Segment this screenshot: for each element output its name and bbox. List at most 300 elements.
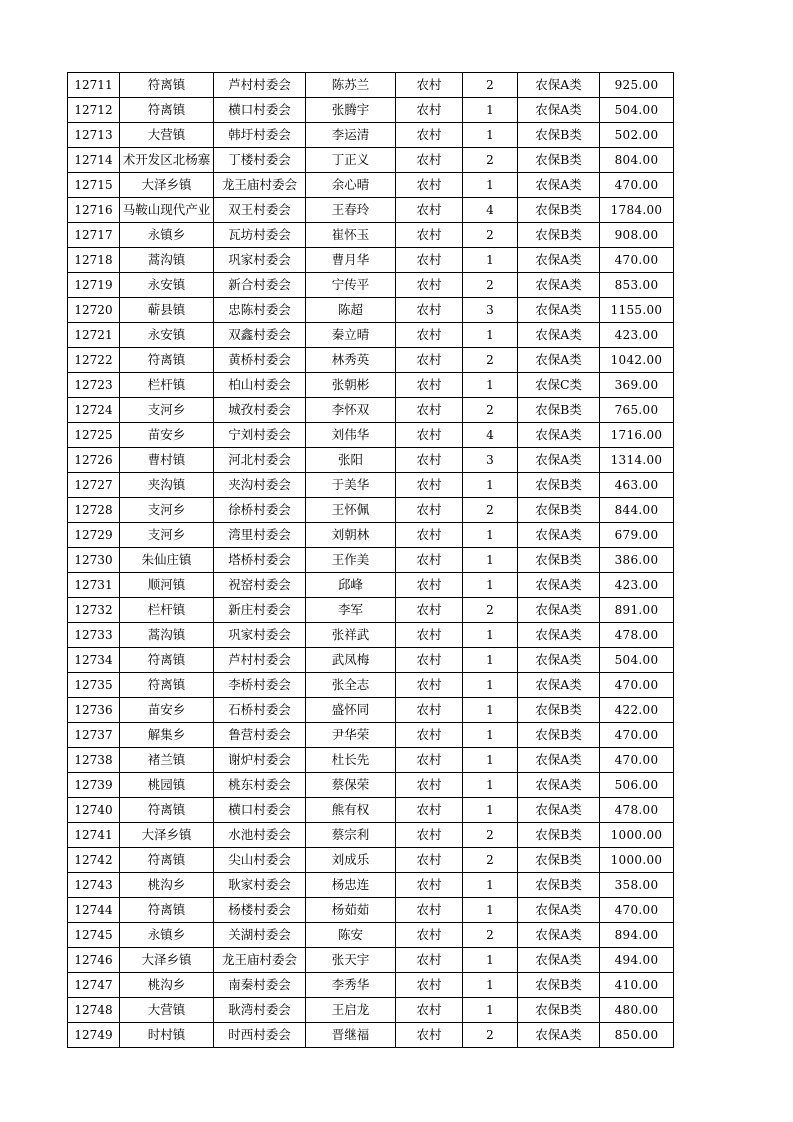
town-cell: 大营镇 (120, 123, 214, 148)
person-name-cell: 刘伟华 (306, 423, 396, 448)
table-row (68, 848, 674, 873)
table-row (68, 423, 674, 448)
household-count-cell: 4 (463, 423, 518, 448)
amount-cell: 850.00 (600, 1023, 674, 1048)
area-type-cell: 农村 (396, 398, 463, 423)
household-count-cell: 3 (463, 298, 518, 323)
household-count-cell: 1 (463, 698, 518, 723)
area-type-cell: 农村 (396, 198, 463, 223)
insurance-category-cell: 农保A类 (518, 248, 600, 273)
amount-cell: 1000.00 (600, 823, 674, 848)
person-name-cell: 张全志 (306, 673, 396, 698)
insurance-category-cell: 农保A类 (518, 648, 600, 673)
table-body (68, 73, 674, 1048)
town-cell: 蒿沟镇 (120, 248, 214, 273)
person-name-cell: 张阳 (306, 448, 396, 473)
table-row (68, 698, 674, 723)
town-cell: 苗安乡 (120, 423, 214, 448)
table-row (68, 473, 674, 498)
household-count-cell: 2 (463, 848, 518, 873)
person-name-cell: 张腾宇 (306, 98, 396, 123)
insurance-category-cell: 农保A类 (518, 923, 600, 948)
village-committee-cell: 横口村委会 (214, 798, 306, 823)
record-id-cell: 12745 (68, 923, 120, 948)
table-row (68, 223, 674, 248)
area-type-cell: 农村 (396, 623, 463, 648)
village-committee-cell: 祝窑村委会 (214, 573, 306, 598)
village-committee-cell: 耿家村委会 (214, 873, 306, 898)
insurance-category-cell: 农保A类 (518, 98, 600, 123)
person-name-cell: 刘朝林 (306, 523, 396, 548)
person-name-cell: 李运清 (306, 123, 396, 148)
table-row (68, 573, 674, 598)
record-id-cell: 12712 (68, 98, 120, 123)
town-cell: 永安镇 (120, 323, 214, 348)
household-count-cell: 1 (463, 548, 518, 573)
village-committee-cell: 新合村委会 (214, 273, 306, 298)
village-committee-cell: 瓦坊村委会 (214, 223, 306, 248)
town-cell: 夹沟镇 (120, 473, 214, 498)
village-committee-cell: 宁刘村委会 (214, 423, 306, 448)
amount-cell: 1716.00 (600, 423, 674, 448)
town-cell: 符离镇 (120, 98, 214, 123)
area-type-cell: 农村 (396, 123, 463, 148)
table-row (68, 498, 674, 523)
village-committee-cell: 丁楼村委会 (214, 148, 306, 173)
area-type-cell: 农村 (396, 898, 463, 923)
record-id-cell: 12741 (68, 823, 120, 848)
record-id-cell: 12737 (68, 723, 120, 748)
insurance-category-cell: 农保A类 (518, 73, 600, 98)
area-type-cell: 农村 (396, 798, 463, 823)
table-row (68, 198, 674, 223)
amount-cell: 463.00 (600, 473, 674, 498)
insurance-category-cell: 农保A类 (518, 798, 600, 823)
person-name-cell: 宁传平 (306, 273, 396, 298)
village-committee-cell: 南秦村委会 (214, 973, 306, 998)
table-row (68, 398, 674, 423)
town-cell: 曹村镇 (120, 448, 214, 473)
insurance-category-cell: 农保A类 (518, 773, 600, 798)
area-type-cell: 农村 (396, 698, 463, 723)
insurance-category-cell: 农保B类 (518, 548, 600, 573)
town-cell: 符离镇 (120, 798, 214, 823)
person-name-cell: 陈安 (306, 923, 396, 948)
amount-cell: 1155.00 (600, 298, 674, 323)
record-id-cell: 12725 (68, 423, 120, 448)
village-committee-cell: 谢炉村委会 (214, 748, 306, 773)
insurance-category-cell: 农保A类 (518, 298, 600, 323)
area-type-cell: 农村 (396, 598, 463, 623)
area-type-cell: 农村 (396, 373, 463, 398)
town-cell: 蕲县镇 (120, 298, 214, 323)
town-cell: 朱仙庄镇 (120, 548, 214, 573)
household-count-cell: 2 (463, 148, 518, 173)
person-name-cell: 张祥武 (306, 623, 396, 648)
household-count-cell: 2 (463, 223, 518, 248)
area-type-cell: 农村 (396, 323, 463, 348)
amount-cell: 478.00 (600, 798, 674, 823)
insurance-category-cell: 农保C类 (518, 373, 600, 398)
insurance-category-cell: 农保A类 (518, 1023, 600, 1048)
household-count-cell: 1 (463, 523, 518, 548)
area-type-cell: 农村 (396, 748, 463, 773)
record-id-cell: 12728 (68, 498, 120, 523)
record-id-cell: 12732 (68, 598, 120, 623)
person-name-cell: 陈超 (306, 298, 396, 323)
area-type-cell: 农村 (396, 223, 463, 248)
household-count-cell: 1 (463, 98, 518, 123)
household-count-cell: 1 (463, 173, 518, 198)
record-id-cell: 12717 (68, 223, 120, 248)
record-id-cell: 12726 (68, 448, 120, 473)
area-type-cell: 农村 (396, 173, 463, 198)
town-cell: 桃沟乡 (120, 873, 214, 898)
table-row (68, 1023, 674, 1048)
town-cell: 栏杆镇 (120, 598, 214, 623)
insurance-category-cell: 农保B类 (518, 498, 600, 523)
household-count-cell: 2 (463, 398, 518, 423)
village-committee-cell: 水池村委会 (214, 823, 306, 848)
household-count-cell: 1 (463, 748, 518, 773)
area-type-cell: 农村 (396, 648, 463, 673)
town-cell: 永镇乡 (120, 923, 214, 948)
table-row (68, 73, 674, 98)
village-committee-cell: 忠陈村委会 (214, 298, 306, 323)
village-committee-cell: 河北村委会 (214, 448, 306, 473)
village-committee-cell: 关湖村委会 (214, 923, 306, 948)
amount-cell: 1784.00 (600, 198, 674, 223)
town-cell: 永安镇 (120, 273, 214, 298)
person-name-cell: 王启龙 (306, 998, 396, 1023)
town-cell: 支河乡 (120, 498, 214, 523)
record-id-cell: 12744 (68, 898, 120, 923)
amount-cell: 504.00 (600, 98, 674, 123)
area-type-cell: 农村 (396, 148, 463, 173)
area-type-cell: 农村 (396, 473, 463, 498)
household-count-cell: 3 (463, 448, 518, 473)
amount-cell: 1000.00 (600, 848, 674, 873)
amount-cell: 1314.00 (600, 448, 674, 473)
area-type-cell: 农村 (396, 273, 463, 298)
person-name-cell: 刘成乐 (306, 848, 396, 873)
person-name-cell: 秦立晴 (306, 323, 396, 348)
town-cell: 马鞍山现代产业 (120, 198, 214, 223)
insurance-category-cell: 农保A类 (518, 898, 600, 923)
area-type-cell: 农村 (396, 973, 463, 998)
record-id-cell: 12736 (68, 698, 120, 723)
person-name-cell: 王春玲 (306, 198, 396, 223)
record-id-cell: 12740 (68, 798, 120, 823)
town-cell: 时村镇 (120, 1023, 214, 1048)
amount-cell: 369.00 (600, 373, 674, 398)
town-cell: 符离镇 (120, 648, 214, 673)
amount-cell: 679.00 (600, 523, 674, 548)
household-count-cell: 2 (463, 273, 518, 298)
town-cell: 符离镇 (120, 348, 214, 373)
household-count-cell: 1 (463, 323, 518, 348)
area-type-cell: 农村 (396, 673, 463, 698)
area-type-cell: 农村 (396, 1023, 463, 1048)
table-row (68, 723, 674, 748)
person-name-cell: 张朝彬 (306, 373, 396, 398)
town-cell: 大营镇 (120, 998, 214, 1023)
village-committee-cell: 巩家村委会 (214, 623, 306, 648)
insurance-category-cell: 农保B类 (518, 848, 600, 873)
insurance-category-cell: 农保A类 (518, 273, 600, 298)
person-name-cell: 丁正义 (306, 148, 396, 173)
village-committee-cell: 芦村村委会 (214, 648, 306, 673)
insurance-category-cell: 农保B类 (518, 973, 600, 998)
person-name-cell: 邱峰 (306, 573, 396, 598)
area-type-cell: 农村 (396, 823, 463, 848)
household-count-cell: 2 (463, 1023, 518, 1048)
town-cell: 符离镇 (120, 898, 214, 923)
area-type-cell: 农村 (396, 773, 463, 798)
area-type-cell: 农村 (396, 448, 463, 473)
table-row (68, 998, 674, 1023)
person-name-cell: 李怀双 (306, 398, 396, 423)
area-type-cell: 农村 (396, 948, 463, 973)
village-committee-cell: 湾里村委会 (214, 523, 306, 548)
beneficiary-table (67, 72, 674, 1048)
record-id-cell: 12721 (68, 323, 120, 348)
village-committee-cell: 李桥村委会 (214, 673, 306, 698)
household-count-cell: 2 (463, 498, 518, 523)
table-row (68, 923, 674, 948)
table-row (68, 298, 674, 323)
village-committee-cell: 柏山村委会 (214, 373, 306, 398)
area-type-cell: 农村 (396, 923, 463, 948)
record-id-cell: 12730 (68, 548, 120, 573)
record-id-cell: 12729 (68, 523, 120, 548)
person-name-cell: 曹月华 (306, 248, 396, 273)
area-type-cell: 农村 (396, 848, 463, 873)
area-type-cell: 农村 (396, 498, 463, 523)
record-id-cell: 12711 (68, 73, 120, 98)
area-type-cell: 农村 (396, 523, 463, 548)
record-id-cell: 12719 (68, 273, 120, 298)
household-count-cell: 2 (463, 73, 518, 98)
table-row (68, 673, 674, 698)
table-row (68, 648, 674, 673)
amount-cell: 358.00 (600, 873, 674, 898)
amount-cell: 844.00 (600, 498, 674, 523)
insurance-category-cell: 农保B类 (518, 223, 600, 248)
household-count-cell: 1 (463, 873, 518, 898)
person-name-cell: 陈苏兰 (306, 73, 396, 98)
area-type-cell: 农村 (396, 423, 463, 448)
village-committee-cell: 巩家村委会 (214, 248, 306, 273)
record-id-cell: 12718 (68, 248, 120, 273)
person-name-cell: 杨茹茹 (306, 898, 396, 923)
area-type-cell: 农村 (396, 873, 463, 898)
village-committee-cell: 徐桥村委会 (214, 498, 306, 523)
household-count-cell: 1 (463, 373, 518, 398)
table-row (68, 123, 674, 148)
insurance-category-cell: 农保A类 (518, 448, 600, 473)
amount-cell: 410.00 (600, 973, 674, 998)
insurance-category-cell: 农保A类 (518, 423, 600, 448)
household-count-cell: 1 (463, 973, 518, 998)
table-row (68, 248, 674, 273)
person-name-cell: 熊有权 (306, 798, 396, 823)
person-name-cell: 尹华荣 (306, 723, 396, 748)
person-name-cell: 武凤梅 (306, 648, 396, 673)
person-name-cell: 蔡保荣 (306, 773, 396, 798)
amount-cell: 504.00 (600, 648, 674, 673)
area-type-cell: 农村 (396, 348, 463, 373)
village-committee-cell: 双王村委会 (214, 198, 306, 223)
household-count-cell: 1 (463, 798, 518, 823)
table-row (68, 948, 674, 973)
amount-cell: 908.00 (600, 223, 674, 248)
amount-cell: 422.00 (600, 698, 674, 723)
household-count-cell: 1 (463, 773, 518, 798)
person-name-cell: 盛怀同 (306, 698, 396, 723)
amount-cell: 470.00 (600, 248, 674, 273)
record-id-cell: 12739 (68, 773, 120, 798)
household-count-cell: 1 (463, 623, 518, 648)
person-name-cell: 林秀英 (306, 348, 396, 373)
record-id-cell: 12749 (68, 1023, 120, 1048)
village-committee-cell: 城孜村委会 (214, 398, 306, 423)
amount-cell: 470.00 (600, 673, 674, 698)
area-type-cell: 农村 (396, 73, 463, 98)
household-count-cell: 1 (463, 998, 518, 1023)
table-row (68, 98, 674, 123)
insurance-category-cell: 农保A类 (518, 623, 600, 648)
amount-cell: 386.00 (600, 548, 674, 573)
table-row (68, 973, 674, 998)
record-id-cell: 12743 (68, 873, 120, 898)
record-id-cell: 12714 (68, 148, 120, 173)
insurance-category-cell: 农保A类 (518, 748, 600, 773)
insurance-category-cell: 农保B类 (518, 398, 600, 423)
town-cell: 褚兰镇 (120, 748, 214, 773)
insurance-category-cell: 农保A类 (518, 173, 600, 198)
insurance-category-cell: 农保A类 (518, 598, 600, 623)
amount-cell: 470.00 (600, 173, 674, 198)
record-id-cell: 12734 (68, 648, 120, 673)
area-type-cell: 农村 (396, 298, 463, 323)
insurance-category-cell: 农保B类 (518, 823, 600, 848)
amount-cell: 423.00 (600, 323, 674, 348)
insurance-category-cell: 农保B类 (518, 723, 600, 748)
area-type-cell: 农村 (396, 548, 463, 573)
insurance-category-cell: 农保B类 (518, 873, 600, 898)
person-name-cell: 李军 (306, 598, 396, 623)
town-cell: 符离镇 (120, 848, 214, 873)
household-count-cell: 2 (463, 348, 518, 373)
amount-cell: 494.00 (600, 948, 674, 973)
town-cell: 大泽乡镇 (120, 823, 214, 848)
village-committee-cell: 时西村委会 (214, 1023, 306, 1048)
village-committee-cell: 鲁营村委会 (214, 723, 306, 748)
table-row (68, 748, 674, 773)
town-cell: 苗安乡 (120, 698, 214, 723)
amount-cell: 1042.00 (600, 348, 674, 373)
town-cell: 术开发区北杨寨 (120, 148, 214, 173)
village-committee-cell: 横口村委会 (214, 98, 306, 123)
household-count-cell: 1 (463, 473, 518, 498)
table-row (68, 548, 674, 573)
village-committee-cell: 新庄村委会 (214, 598, 306, 623)
record-id-cell: 12742 (68, 848, 120, 873)
record-id-cell: 12713 (68, 123, 120, 148)
amount-cell: 470.00 (600, 748, 674, 773)
town-cell: 桃园镇 (120, 773, 214, 798)
record-id-cell: 12746 (68, 948, 120, 973)
amount-cell: 470.00 (600, 898, 674, 923)
village-committee-cell: 桃东村委会 (214, 773, 306, 798)
town-cell: 解集乡 (120, 723, 214, 748)
town-cell: 栏杆镇 (120, 373, 214, 398)
record-id-cell: 12731 (68, 573, 120, 598)
insurance-category-cell: 农保B类 (518, 148, 600, 173)
town-cell: 大泽乡镇 (120, 173, 214, 198)
village-committee-cell: 双鑫村委会 (214, 323, 306, 348)
household-count-cell: 1 (463, 123, 518, 148)
table-row (68, 348, 674, 373)
area-type-cell: 农村 (396, 723, 463, 748)
amount-cell: 502.00 (600, 123, 674, 148)
record-id-cell: 12747 (68, 973, 120, 998)
table-row (68, 373, 674, 398)
table-row (68, 173, 674, 198)
village-committee-cell: 杨楼村委会 (214, 898, 306, 923)
insurance-category-cell: 农保B类 (518, 198, 600, 223)
person-name-cell: 王怀佩 (306, 498, 396, 523)
village-committee-cell: 黄桥村委会 (214, 348, 306, 373)
table-row (68, 448, 674, 473)
person-name-cell: 杜长先 (306, 748, 396, 773)
person-name-cell: 蔡宗利 (306, 823, 396, 848)
insurance-category-cell: 农保A类 (518, 523, 600, 548)
table-row (68, 273, 674, 298)
town-cell: 桃沟乡 (120, 973, 214, 998)
record-id-cell: 12723 (68, 373, 120, 398)
town-cell: 支河乡 (120, 398, 214, 423)
household-count-cell: 1 (463, 573, 518, 598)
amount-cell: 765.00 (600, 398, 674, 423)
insurance-category-cell: 农保A类 (518, 573, 600, 598)
village-committee-cell: 石桥村委会 (214, 698, 306, 723)
table-row (68, 523, 674, 548)
record-id-cell: 12722 (68, 348, 120, 373)
town-cell: 支河乡 (120, 523, 214, 548)
roster-sheet (67, 72, 673, 1048)
amount-cell: 506.00 (600, 773, 674, 798)
village-committee-cell: 龙王庙村委会 (214, 173, 306, 198)
person-name-cell: 李秀华 (306, 973, 396, 998)
insurance-category-cell: 农保B类 (518, 123, 600, 148)
record-id-cell: 12733 (68, 623, 120, 648)
record-id-cell: 12720 (68, 298, 120, 323)
insurance-category-cell: 农保A类 (518, 348, 600, 373)
insurance-category-cell: 农保B类 (518, 473, 600, 498)
insurance-category-cell: 农保A类 (518, 323, 600, 348)
household-count-cell: 4 (463, 198, 518, 223)
table-row (68, 823, 674, 848)
village-committee-cell: 芦村村委会 (214, 73, 306, 98)
household-count-cell: 1 (463, 898, 518, 923)
amount-cell: 804.00 (600, 148, 674, 173)
amount-cell: 891.00 (600, 598, 674, 623)
insurance-category-cell: 农保A类 (518, 673, 600, 698)
village-committee-cell: 尖山村委会 (214, 848, 306, 873)
record-id-cell: 12735 (68, 673, 120, 698)
